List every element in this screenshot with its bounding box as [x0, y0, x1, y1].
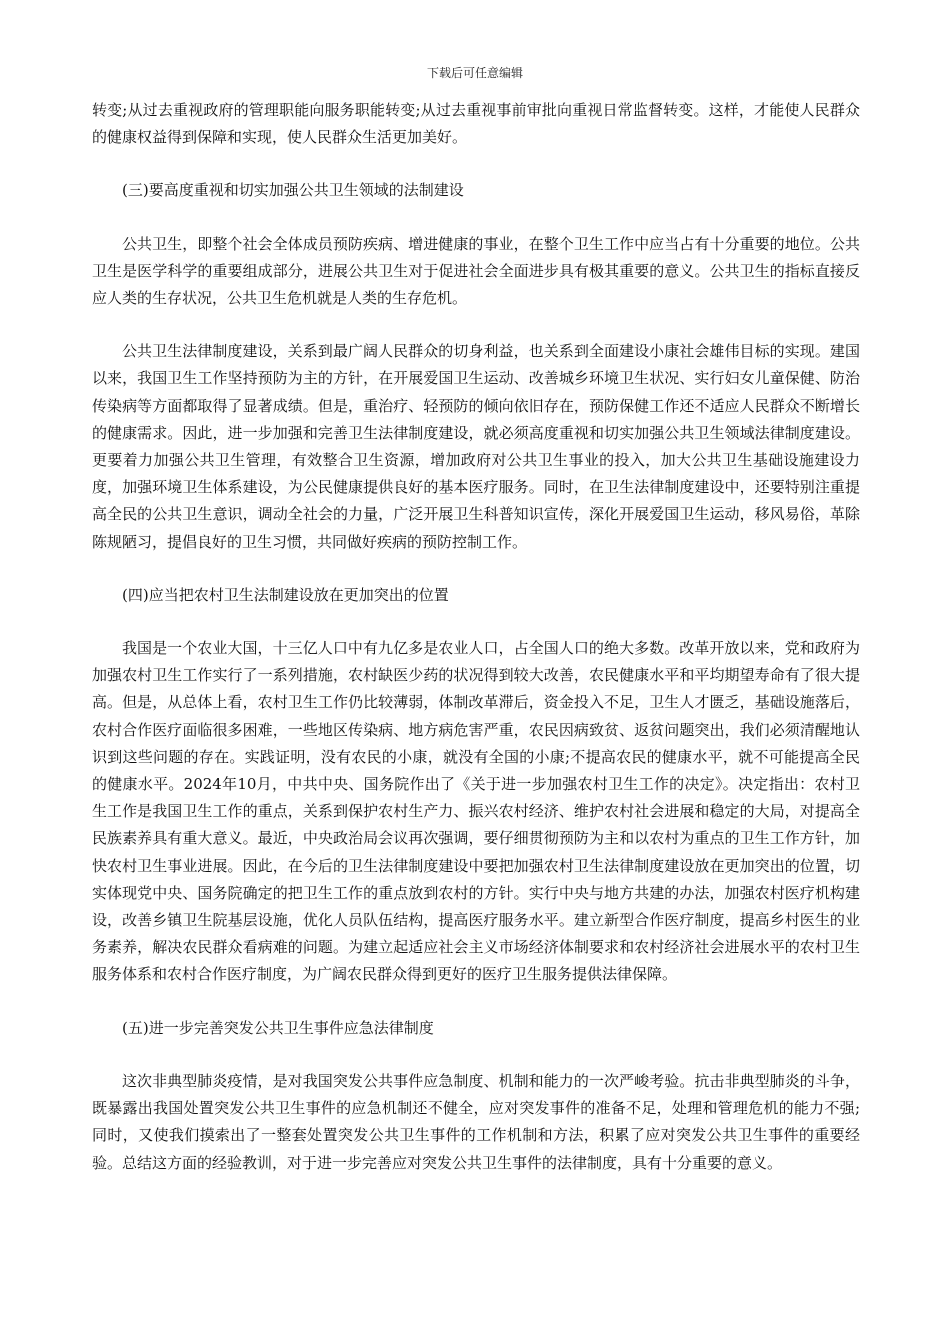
section-heading-4: (四)应当把农村卫生法制建设放在更加突出的位置 — [122, 585, 449, 604]
paragraph-continuation: 转变;从过去重视政府的管理职能向服务职能转变;从过去重视事前审批向重视日常监督转变。这样，才能使人民群众的健康权益得到保障和实现，使人民群众生活更加美好。 — [92, 101, 860, 147]
paragraph: 公共卫生法律制度建设，关系到最广阔人民群众的切身利益，也关系到全面建设小康社会雄伟目标的实现。建国以来，我国卫生工作坚持预防为主的方针，在开展爱国卫生运动、改善城乡环境卫生状况、实行妇女儿童保健、防治传染病等方面都取得了显著成绩。但是，重治疗、轻预防的倾向依旧存在，预防保健工作还不适应人民群众不断增长的健康需求。因此，进一步加强和完善卫生法律制度建设，就必须高度重视和切实加强公共卫生领域法律制度建设。更要着力加强公共卫生管理，有效整合卫生资源，增加政府对公共卫生事业的投入，加大公共卫生基础设施建设力度，加强环境卫生体系建设，为公民健康提供良好的基本医疗服务。同时，在卫生法律制度建设中，还要特别注重提高全民的公共卫生意识，调动全社会的力量，广泛开展卫生科普知识宣传，深化开展爱国卫生运动，移风易俗，革除陈规陋习，提倡良好的卫生习惯，共同做好疾病的预防控制工作。 — [92, 342, 860, 551]
section-heading-3: (三)要高度重视和切实加强公共卫生领域的法制建设 — [122, 181, 464, 200]
paragraph: 我国是一个农业大国，十三亿人口中有九亿多是农业人口，占全国人口的绝大多数。改革开放以来，党和政府为加强农村卫生工作实行了一系列措施，农村缺医少药的状况得到较大改善，农民健康水平和平均期望寿命有了很大提高。但是，从总体上看，农村卫生工作仍比较薄弱，体制改革滞后，资金投入不足，卫生人才匮乏，基础设施落后，农村合作医疗面临很多困难，一些地区传染病、地方病危害严重，农民因病致贫、返贫问题突出，我们必须清醒地认识到这些问题的存在。实践证明，没有农民的小康，就没有全国的小康;不提高农民的健康水平，就不可能提高全民的健康水平。2024年10月，中共中央、国务院作出了《关于进一步加强农村卫生工作的决定》。决定指出：农村卫生工作是我国卫生工作的重点，关系到保护农村生产力、振兴农村经济、维护农村社会进展和稳定的大局，对提高全民族素养具有重大意义。最近，中央政治局会议再次强调，要仔细贯彻预防为主和以农村为重点的卫生工作方针，加快农村卫生事业进展。因此，在今后的卫生法律制度建设中要把加强农村卫生法律制度建设放在更加突出的位置，切实体现党中央、国务院确定的把卫生工作的重点放到农村的方针。实行中央与地方共建的办法，加强农村医疗机构建设，改善乡镇卫生院基层设施，优化人员队伍结构，提高医疗服务水平。建立新型合作医疗制度，提高乡村医生的业务素养，解决农民群众看病难的问题。为建立起适应社会主义市场经济体制要求和农村经济社会进展水平的农村卫生服务体系和农村合作医疗制度，为广阔农民群众得到更好的医疗卫生服务提供法律保障。 — [92, 639, 860, 984]
paragraph: 公共卫生，即整个社会全体成员预防疾病、增进健康的事业，在整个卫生工作中应当占有十分重要的地位。公共卫生是医学科学的重要组成部分，进展公共卫生对于促进社会全面进步具有极其重要的意义。公共卫生的指标直接反应人类的生存状况，公共卫生危机就是人类的生存危机。 — [92, 234, 860, 308]
section-heading-5: (五)进一步完善突发公共卫生事件应急法律制度 — [122, 1018, 434, 1037]
paragraph: 这次非典型肺炎疫情，是对我国突发公共事件应急制度、机制和能力的一次严峻考验。抗击非典型肺炎的斗争，既暴露出我国处置突发公共卫生事件的应急机制还不健全，应对突发事件的准备不足，处理和管理危机的能力不强;同时，又使我们摸索出了一整套处置突发公共卫生事件的工作机制和方法，积累了应对突发公共卫生事件的重要经验。总结这方面的经验教训，对于进一步完善应对突发公共卫生事件的法律制度，具有十分重要的意义。 — [92, 1071, 860, 1172]
document-body — [92, 97, 860, 1177]
page-header: 下载后可任意编辑 — [426, 66, 523, 80]
